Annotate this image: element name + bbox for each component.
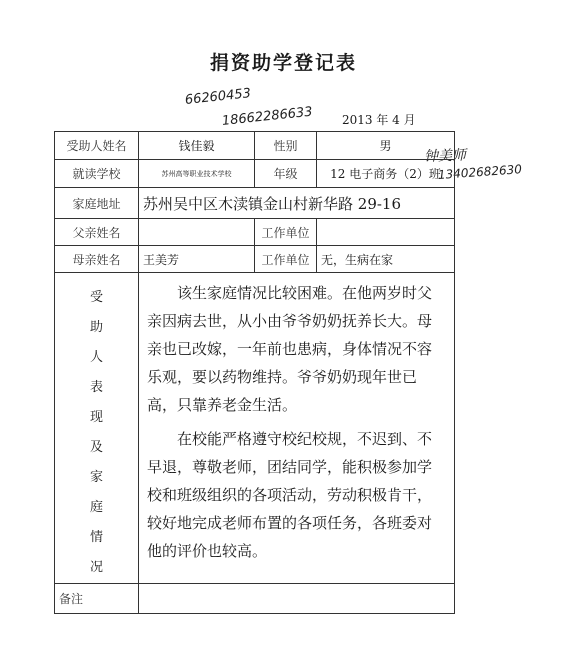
father-work-value: [317, 219, 455, 246]
handwritten-teacher-phone: 13402682630: [437, 162, 523, 182]
address-label: 家庭地址: [55, 188, 139, 219]
row-father: [55, 219, 455, 246]
situation-label-char: 表: [89, 380, 103, 395]
situation-label-char: 家: [89, 470, 103, 485]
handwritten-phone-1: 66260453: [184, 86, 252, 108]
situation-content: [139, 273, 455, 584]
situation-label-char: 现: [89, 410, 103, 425]
situation-label: [55, 273, 139, 584]
row-situation: [55, 273, 455, 584]
row-remarks: [55, 584, 455, 614]
handwritten-teacher-name: 钟美师: [423, 147, 467, 165]
row-school: [55, 160, 455, 188]
father-work-label: 工作单位: [255, 219, 317, 246]
row-address: [55, 188, 455, 219]
father-value: [139, 219, 255, 246]
situation-label-char: 及: [89, 440, 103, 455]
situation-label-char: 况: [89, 560, 103, 575]
situation-paragraph-family: 该生家庭情况比较困难。在他两岁时父亲因病去世，从小由爷爷奶奶抚养长大。母亲也已改嫁，一年前也患病，身体情况不容乐观，要以药物维持。爷爷奶奶现年世已高，只靠养老金生活。: [147, 284, 433, 414]
address-value: 苏州吴中区木渎镇金山村新华路 29-16: [139, 188, 455, 219]
name-label: 受助人姓名: [55, 132, 139, 160]
situation-label-char: 助: [89, 320, 103, 335]
form-title: 捐资助学登记表: [209, 52, 357, 74]
registration-form-table: [54, 131, 455, 614]
row-recipient: [55, 132, 455, 160]
school-label: 就读学校: [55, 160, 139, 188]
grade-value: 12 电子商务（2）班: [317, 160, 455, 188]
school-value: 苏州高等职业技术学校: [139, 160, 255, 188]
situation-paragraph-school: 在校能严格遵守校纪校规，不迟到、不早退，尊敬老师，团结同学，能积极参加学校和班级组织的各项活动，劳动积极肯干，较好地完成老师布置的各项任务，各班委对他的评价也较高。: [147, 430, 433, 560]
mother-value: 王美芳: [139, 246, 255, 273]
form-date: 2013 年 4 月: [342, 113, 416, 127]
situation-label-char: 庭: [89, 500, 103, 515]
handwritten-phone-2: 18662286633: [221, 104, 314, 129]
mother-label: 母亲姓名: [55, 246, 139, 273]
remarks-value: [139, 584, 455, 614]
mother-work-label: 工作单位: [255, 246, 317, 273]
row-mother: [55, 246, 455, 273]
situation-label-char: 受: [89, 290, 103, 305]
remarks-label: 备注: [55, 584, 139, 614]
father-label: 父亲姓名: [55, 219, 139, 246]
mother-work-value: 无，生病在家: [317, 246, 455, 273]
gender-value: 男: [317, 132, 455, 160]
situation-label-char: 情: [89, 530, 103, 545]
name-value: 钱佳毅: [139, 132, 255, 160]
situation-label-char: 人: [89, 350, 103, 365]
gender-label: 性别: [255, 132, 317, 160]
grade-label: 年级: [255, 160, 317, 188]
